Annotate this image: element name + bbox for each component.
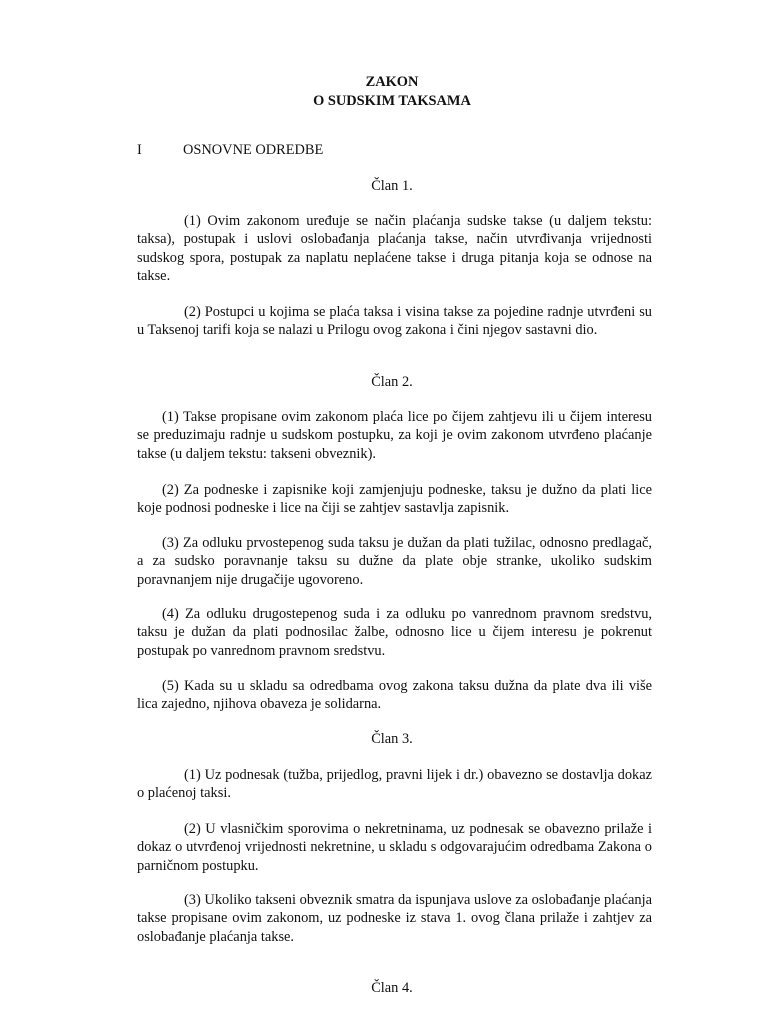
article-heading-2: Član 2. bbox=[371, 374, 413, 390]
section-number: I bbox=[137, 142, 142, 158]
article-3-paragraph-2: (2) U vlasničkim sporovima o nekretninama, uz podnesak se obavezno prilaže i dokaz o utvrđenoj vrijednosti nekretnine, u skladu s odgovarajućim odredbama Zakona o parničnom postupku. bbox=[137, 821, 652, 874]
article-heading-3: Član 3. bbox=[371, 731, 413, 747]
article-3-paragraph-1: (1) Uz podnesak (tužba, prijedlog, pravni lijek i dr.) obavezno se dostavlja dokaz o plaćenoj taksi. bbox=[137, 767, 652, 802]
article-1-paragraph-2: (2) Postupci u kojima se plaća taksa i visina takse za pojedine radnje utvrđeni su u Taksenoj tarifi koja se nalazi u Prilogu ovog zakona i čini njegov sastavni dio. bbox=[137, 304, 652, 339]
article-2-paragraph-3: (3) Za odluku prvostepenog suda taksu je dužan da plati tužilac, odnosno predlagač, a za sudsko poravnanje taksu su dužne da plate obje stranke, ukoliko sudskim poravnanjem nije drugačije ugovoreno. bbox=[137, 535, 652, 588]
article-2-paragraph-4: (4) Za odluku drugostepenog suda i za odluku po vanrednom pravnom sredstvu, taksu je dužan da plati podnosilac žalbe, odnosno lice u čijem interesu je pokrenut postupak po vanrednom pravnom sredstvu. bbox=[137, 606, 652, 659]
section-title: OSNOVNE ODREDBE bbox=[183, 142, 324, 158]
article-2-paragraph-1: (1) Takse propisane ovim zakonom plaća lice po čijem zahtjevu ili u čijem interesu se preduzimaju radnje u sudskom postupku, za koji je ovim zakonom utvrđeno plaćanje takse (u daljem tekstu: takseni obveznik). bbox=[137, 409, 652, 462]
law-title: ZAKON bbox=[365, 74, 419, 90]
law-subtitle: O SUDSKIM TAKSAMA bbox=[313, 93, 471, 109]
article-1-paragraph-1: (1) Ovim zakonom uređuje se način plaćanja sudske takse (u daljem tekstu: taksa), postupak i uslovi oslobađanja plaćanja takse, način utvrđivanja vrijednosti sudskog spora, postupak za naplatu neplaćene takse i druga pitanja koja se odnose na takse. bbox=[137, 213, 652, 285]
article-3-paragraph-3: (3) Ukoliko takseni obveznik smatra da ispunjava uslove za oslobađanje plaćanja takse propisane ovim zakonom, uz podneske iz stava 1. ovog člana prilaže i zahtjev za oslobađanje plaćanja takse. bbox=[137, 892, 652, 945]
section-heading bbox=[137, 141, 657, 161]
article-heading-1: Član 1. bbox=[371, 178, 413, 194]
article-heading-4: Član 4. bbox=[371, 980, 413, 996]
article-2-paragraph-5: (5) Kada su u skladu sa odredbama ovog zakona taksu dužna da plate dva ili više lica zajedno, njihova obaveza je solidarna. bbox=[137, 678, 652, 713]
article-2-paragraph-2: (2) Za podneske i zapisnike koji zamjenjuju podneske, taksu je dužno da plati lice koje podnosi podneske i lice na čiji se zahtjev sastavlja zapisnik. bbox=[137, 482, 652, 517]
